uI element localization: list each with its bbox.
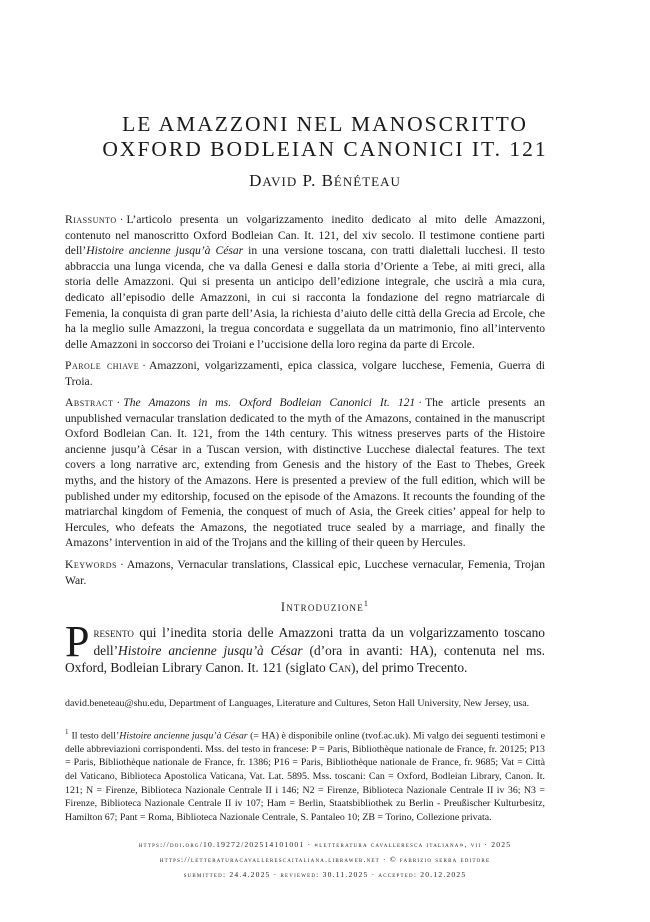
intro-text-b: (d’ora in avanti: HA), contenuta nel ms. Oxford, Bodleian Library Canon. It. 121 (siglato [65,642,545,675]
article-title-line-2: OXFORD BODLEIAN CANONICI IT. 121 [102,137,548,161]
intro-sigla: Can [329,660,351,675]
introduzione-heading-text: Introduzione [280,600,364,615]
author-middle: P. [302,171,317,190]
abstract-paragraph [65,395,545,551]
introduzione-first-paragraph [65,617,545,677]
riassunto-text-b: in una versione toscana, con tratti dialettali lucchesi. Il testo abbraccia una lunga vicenda, che va dalla Genesi e dalla storia d’Oriente a Tebe, ai miti greci, alla storia delle Amazzoni. Qui si presenta un anticipo dell’edizione integrale, che uscirà a mia cura, dedicato all’episodio delle Amazzoni, in cui si racconta la fondazione del regno matriarcale di Femenia, la conquista di gran parte dell’Asia, la richiesta d’aiuto delle città della Grecia ad Ercole, che ha la meglio sulle Amazzoni, la tregua concordata e suggellata da un matrimonio, fino all’intervento delle Amazzoni in soccorso dei Troiani e l’uccisione della loro regina da parte di Ercole. [65,244,545,351]
footnote-text-italic: Histoire ancienne jusqu’à César [119,730,248,742]
dates-line: submitted: 24.4.2025 · reviewed: 30.11.2025 · accepted: 20.12.2025 [183,870,467,879]
footnote-text-a: Il testo dell’ [71,730,120,742]
author-last-rest: ÉNÉTEAU [333,174,401,189]
first-word-rest: resento [93,625,134,640]
keywords-text: Amazons, Vernacular translations, Classical epic, Lucchese vernacular, Femenia, Trojan War. [65,558,545,587]
riassunto-text-a: L’articolo presenta un volgarizzamento inedito dedicato al mito delle Amazzoni, contenuto nel manoscritto Oxford Bodleian Can. It. 121, del xiv secolo. Il testimone contiene parti dell’ [65,213,545,258]
riassunto-label: Riassunto [65,213,117,226]
keywords-sep: · [119,558,124,571]
keywords-label: Keywords [65,558,117,571]
abstract-sep-1: · [116,396,121,409]
parole-chiave-paragraph [65,358,545,389]
article-title-line-1: LE AMAZZONI NEL MANOSCRITTO [122,112,528,136]
author-name [60,171,590,191]
abstract-label: Abstract [65,396,114,409]
author-first-initial: D [249,171,263,190]
footnote-text-b: (= HA) è disponibile online (tvof.ac.uk). Mi valgo dei seguenti testimoni e delle abbreviazioni corrispondenti. Mss. del testo in francese: P = Paris, Bibliothèque nationale de France, fr. 20125; P13 = Paris, Bibliothèque nationale de France, fr. 1386; P16 = Paris, Bibliothèque nationale de France, fr. 9685; Vat = Città del Vaticano, Biblioteca Apostolica Vaticana, Vat. Lat. 5895. Mss. toscani: Can = Oxford, Bodleian Library, Canon. It. 121; N = Firenze, Biblioteca Nazionale Centrale II i 146; N2 = Firenze, Biblioteca Nazionale Centrale II iv 36; N3 = Firenze, Biblioteca Nazionale Centrale II iv 107; Ham = Berlin, Staatsbibliothek zu Berlin - Preußischer Kulturbesitz, Hamilton 67; Pant = Roma, Biblioteca Nazionale Centrale, S. Pantaleo 10; ZB = Torino, Collezione privata. [65,730,545,823]
intro-text-a: qui l’inedita storia delle Amazzoni tratta da un volgarizzamento toscano dell’ [93,625,545,658]
abstract-title: The Amazons in ms. Oxford Bodleian Canonici It. 121 [123,396,416,409]
riassunto-text-italic: Histoire ancienne jusqu’à César [86,244,244,258]
introduzione-heading [60,599,590,615]
drop-cap: P [65,617,90,666]
author-affiliation: david.beneteau@shu.edu, Department of Languages, Literature and Cultures, Seton Hall University, New Jersey, usa. [65,698,530,709]
introduzione-note-ref[interactable]: 1 [363,599,370,608]
footnote-number: 1 [65,728,69,736]
parole-chiave-label: Parole chiave [65,359,140,372]
doi-line[interactable]: https://doi.org/10.19272/202514101001 · «letteratura cavalleresca italiana», vii · 2025 [138,840,512,849]
keywords-paragraph [65,557,545,588]
author-last-initial: B [321,171,334,190]
riassunto-sep: · [119,213,124,226]
parole-chiave-sep: · [142,359,147,372]
intro-text-c: ), del primo Trecento. [350,660,468,675]
abstract-sep-2: · [418,396,423,409]
riassunto-paragraph [65,212,545,352]
abstract-text: The article presents an unpublished vernacular translation dedicated to the myth of the Amazons, contained in the manuscript Oxford Bodleian Can. It. 121, from the 14th century. This witness preserves parts of the Histoire ancienne jusqu’à César in a Tuscan version, with distinctive Lucchese dialectal features. The text covers a long narrative arc, extending from Genesis and the history of the East to Thebes, Greek myths, and the history of the Amazons. Here is presented a preview of the full edition, which will be published under my editorship, focused on the episode of the Amazons. It recounts the founding of the matriarchal kingdom of Femenia, the conquest of much of Asia, the Greek cities’ appeal for help to Hercules, who defeats the Amazons, the negotiated truce sealed by a marriage, and finally the Amazons’ intervention in aid of the Trojans and the killing of their queen by Hercules. [65,396,545,550]
footnote-1 [65,726,545,824]
website-line[interactable]: https://letteraturacavallerescaitaliana.libraweb.net · © fabrizio serra editore [159,855,491,864]
parole-chiave-text: Amazzoni, volgarizzamenti, epica classica, volgare lucchese, Femenia, Guerra di Troia. [65,359,545,388]
author-first-rest: AVID [262,174,298,189]
intro-text-italic: Histoire ancienne jusqu’à César [118,642,303,658]
